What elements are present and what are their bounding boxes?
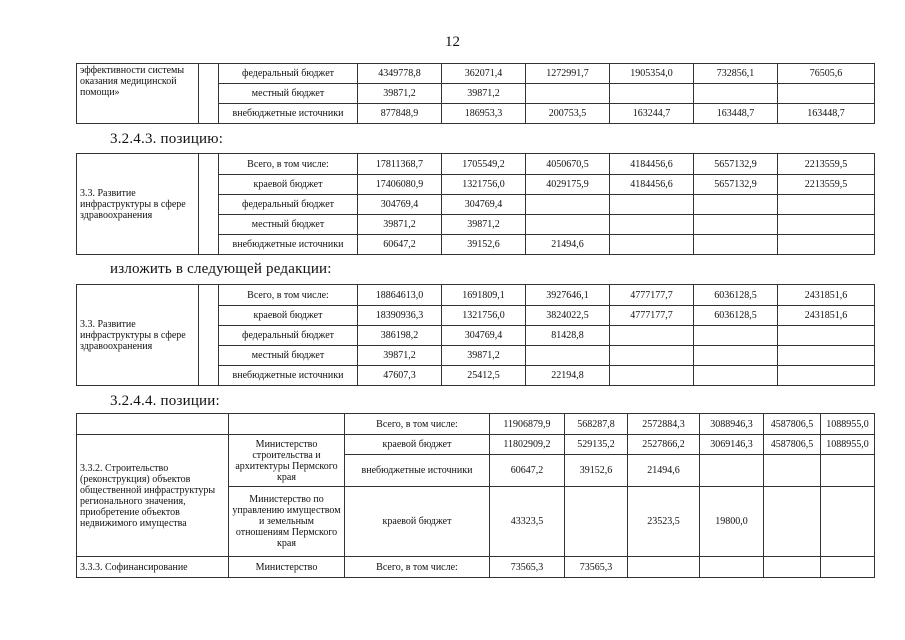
value-cell: 1691809,1 — [442, 285, 526, 306]
value-cell: 1321756,0 — [442, 175, 526, 195]
value-cell — [778, 346, 875, 366]
value-cell: 3824022,5 — [526, 306, 610, 326]
funding-source: внебюджетные источники — [345, 455, 490, 487]
value-cell: 5657132,9 — [694, 154, 778, 175]
value-cell — [610, 235, 694, 255]
value-cell — [764, 455, 821, 487]
value-cell — [628, 557, 700, 578]
value-cell — [694, 346, 778, 366]
value-cell — [565, 487, 628, 557]
value-cell: 186953,3 — [442, 104, 526, 124]
value-cell: 76505,6 — [778, 64, 875, 84]
value-cell: 4029175,9 — [526, 175, 610, 195]
value-cell: 11802909,2 — [490, 435, 565, 455]
value-cell: 2431851,6 — [778, 306, 875, 326]
value-cell: 2431851,6 — [778, 285, 875, 306]
value-cell — [778, 366, 875, 386]
table-continuation — [76, 63, 875, 124]
value-cell: 4587806,5 — [764, 414, 821, 435]
value-cell: 1272991,7 — [526, 64, 610, 84]
value-cell: 3927646,1 — [526, 285, 610, 306]
value-cell: 5657132,9 — [694, 175, 778, 195]
funding-source: краевой бюджет — [345, 487, 490, 557]
value-cell: 39871,2 — [442, 84, 526, 104]
value-cell: 11906879,9 — [490, 414, 565, 435]
value-cell — [694, 366, 778, 386]
value-cell: 304769,4 — [442, 326, 526, 346]
value-cell: 163448,7 — [694, 104, 778, 124]
value-cell — [610, 215, 694, 235]
funding-source: внебюджетные источники — [219, 104, 358, 124]
page-number: 12 — [445, 34, 460, 50]
row-label: 3.3. Развитие инфраструктуры в сфере здравоохранения — [77, 154, 199, 255]
value-cell: 39152,6 — [442, 235, 526, 255]
value-cell: 200753,5 — [526, 104, 610, 124]
value-cell: 73565,3 — [565, 557, 628, 578]
value-cell: 877848,9 — [358, 104, 442, 124]
value-cell: 39871,2 — [358, 84, 442, 104]
value-cell: 25412,5 — [442, 366, 526, 386]
value-cell — [778, 84, 875, 104]
value-cell: 4777177,7 — [610, 306, 694, 326]
value-cell: 81428,8 — [526, 326, 610, 346]
value-cell — [764, 487, 821, 557]
value-cell: 2572884,3 — [628, 414, 700, 435]
funding-source: местный бюджет — [219, 346, 358, 366]
value-cell — [610, 195, 694, 215]
org-name: Министерство строительства и архитектуры Пермского края — [229, 435, 345, 487]
value-cell: 22194,8 — [526, 366, 610, 386]
value-cell: 23523,5 — [628, 487, 700, 557]
value-cell: 21494,6 — [628, 455, 700, 487]
value-cell: 2213559,5 — [778, 175, 875, 195]
value-cell: 19800,0 — [700, 487, 764, 557]
section-heading: изложить в следующей редакции: — [110, 261, 332, 277]
value-cell: 39152,6 — [565, 455, 628, 487]
value-cell: 39871,2 — [358, 346, 442, 366]
row-label: эффективности системы оказания медицинской помощи» — [77, 64, 199, 124]
funding-source: краевой бюджет — [219, 175, 358, 195]
value-cell: 4777177,7 — [610, 285, 694, 306]
section-heading: 3.2.4.4. позиции: — [110, 393, 220, 409]
value-cell: 4349778,8 — [358, 64, 442, 84]
value-cell: 39871,2 — [358, 215, 442, 235]
value-cell: 2213559,5 — [778, 154, 875, 175]
value-cell: 529135,2 — [565, 435, 628, 455]
value-cell — [778, 215, 875, 235]
table-old-position — [76, 153, 875, 255]
value-cell — [694, 235, 778, 255]
value-cell: 1705549,2 — [442, 154, 526, 175]
value-cell: 1905354,0 — [610, 64, 694, 84]
value-cell — [700, 557, 764, 578]
section-heading: 3.2.4.3. позицию: — [110, 131, 224, 147]
value-cell — [821, 487, 875, 557]
value-cell — [610, 366, 694, 386]
value-cell: 1088955,0 — [821, 414, 875, 435]
funding-source: внебюджетные источники — [219, 366, 358, 386]
value-cell — [694, 326, 778, 346]
value-cell — [778, 326, 875, 346]
value-cell: 568287,8 — [565, 414, 628, 435]
funding-source: Всего, в том числе: — [345, 557, 490, 578]
value-cell — [526, 215, 610, 235]
value-cell — [821, 455, 875, 487]
funding-source: краевой бюджет — [345, 435, 490, 455]
value-cell: 4587806,5 — [764, 435, 821, 455]
value-cell: 3069146,3 — [700, 435, 764, 455]
value-cell: 4184456,6 — [610, 154, 694, 175]
value-cell: 732856,1 — [694, 64, 778, 84]
value-cell: 6036128,5 — [694, 306, 778, 326]
value-cell — [610, 326, 694, 346]
value-cell: 43323,5 — [490, 487, 565, 557]
value-cell: 304769,4 — [358, 195, 442, 215]
value-cell: 21494,6 — [526, 235, 610, 255]
value-cell — [610, 346, 694, 366]
value-cell: 3088946,3 — [700, 414, 764, 435]
value-cell — [764, 557, 821, 578]
table-new-position — [76, 284, 875, 386]
funding-source: краевой бюджет — [219, 306, 358, 326]
value-cell: 4184456,6 — [610, 175, 694, 195]
value-cell: 163448,7 — [778, 104, 875, 124]
value-cell: 386198,2 — [358, 326, 442, 346]
value-cell — [694, 195, 778, 215]
value-cell: 73565,3 — [490, 557, 565, 578]
value-cell: 17811368,7 — [358, 154, 442, 175]
funding-source: местный бюджет — [219, 84, 358, 104]
value-cell — [821, 557, 875, 578]
value-cell: 39871,2 — [442, 215, 526, 235]
row-label: 3.3. Развитие инфраструктуры в сфере здравоохранения — [77, 285, 199, 386]
value-cell — [526, 346, 610, 366]
value-cell — [610, 84, 694, 104]
value-cell: 18864613,0 — [358, 285, 442, 306]
value-cell — [526, 195, 610, 215]
value-cell — [526, 84, 610, 104]
funding-source: федеральный бюджет — [219, 195, 358, 215]
value-cell: 60647,2 — [358, 235, 442, 255]
funding-source: федеральный бюджет — [219, 326, 358, 346]
value-cell: 304769,4 — [442, 195, 526, 215]
value-cell: 163244,7 — [610, 104, 694, 124]
value-cell: 60647,2 — [490, 455, 565, 487]
value-cell: 17406080,9 — [358, 175, 442, 195]
funding-source: Всего, в том числе: — [219, 285, 358, 306]
funding-source: местный бюджет — [219, 215, 358, 235]
value-cell: 1321756,0 — [442, 306, 526, 326]
value-cell — [778, 195, 875, 215]
row-label: 3.3.3. Софинансирование — [77, 557, 229, 578]
org-name: Министерство — [229, 557, 345, 578]
value-cell: 2527866,2 — [628, 435, 700, 455]
funding-source: Всего, в том числе: — [345, 414, 490, 435]
row-label: 3.3.2. Строительство (реконструкция) объектов общественной инфраструктуры регионального значения, приобретение объектов недвижимого имущества — [77, 435, 229, 557]
value-cell — [694, 84, 778, 104]
value-cell: 47607,3 — [358, 366, 442, 386]
value-cell: 4050670,5 — [526, 154, 610, 175]
value-cell — [694, 215, 778, 235]
value-cell: 6036128,5 — [694, 285, 778, 306]
value-cell: 18390936,3 — [358, 306, 442, 326]
value-cell — [778, 235, 875, 255]
funding-source: Всего, в том числе: — [219, 154, 358, 175]
value-cell — [700, 455, 764, 487]
funding-source: федеральный бюджет — [219, 64, 358, 84]
value-cell: 362071,4 — [442, 64, 526, 84]
value-cell: 1088955,0 — [821, 435, 875, 455]
org-name: Министерство по управлению имуществом и земельным отношениям Пермского края — [229, 487, 345, 557]
funding-source: внебюджетные источники — [219, 235, 358, 255]
table-positions-332-333 — [76, 413, 875, 578]
value-cell: 39871,2 — [442, 346, 526, 366]
